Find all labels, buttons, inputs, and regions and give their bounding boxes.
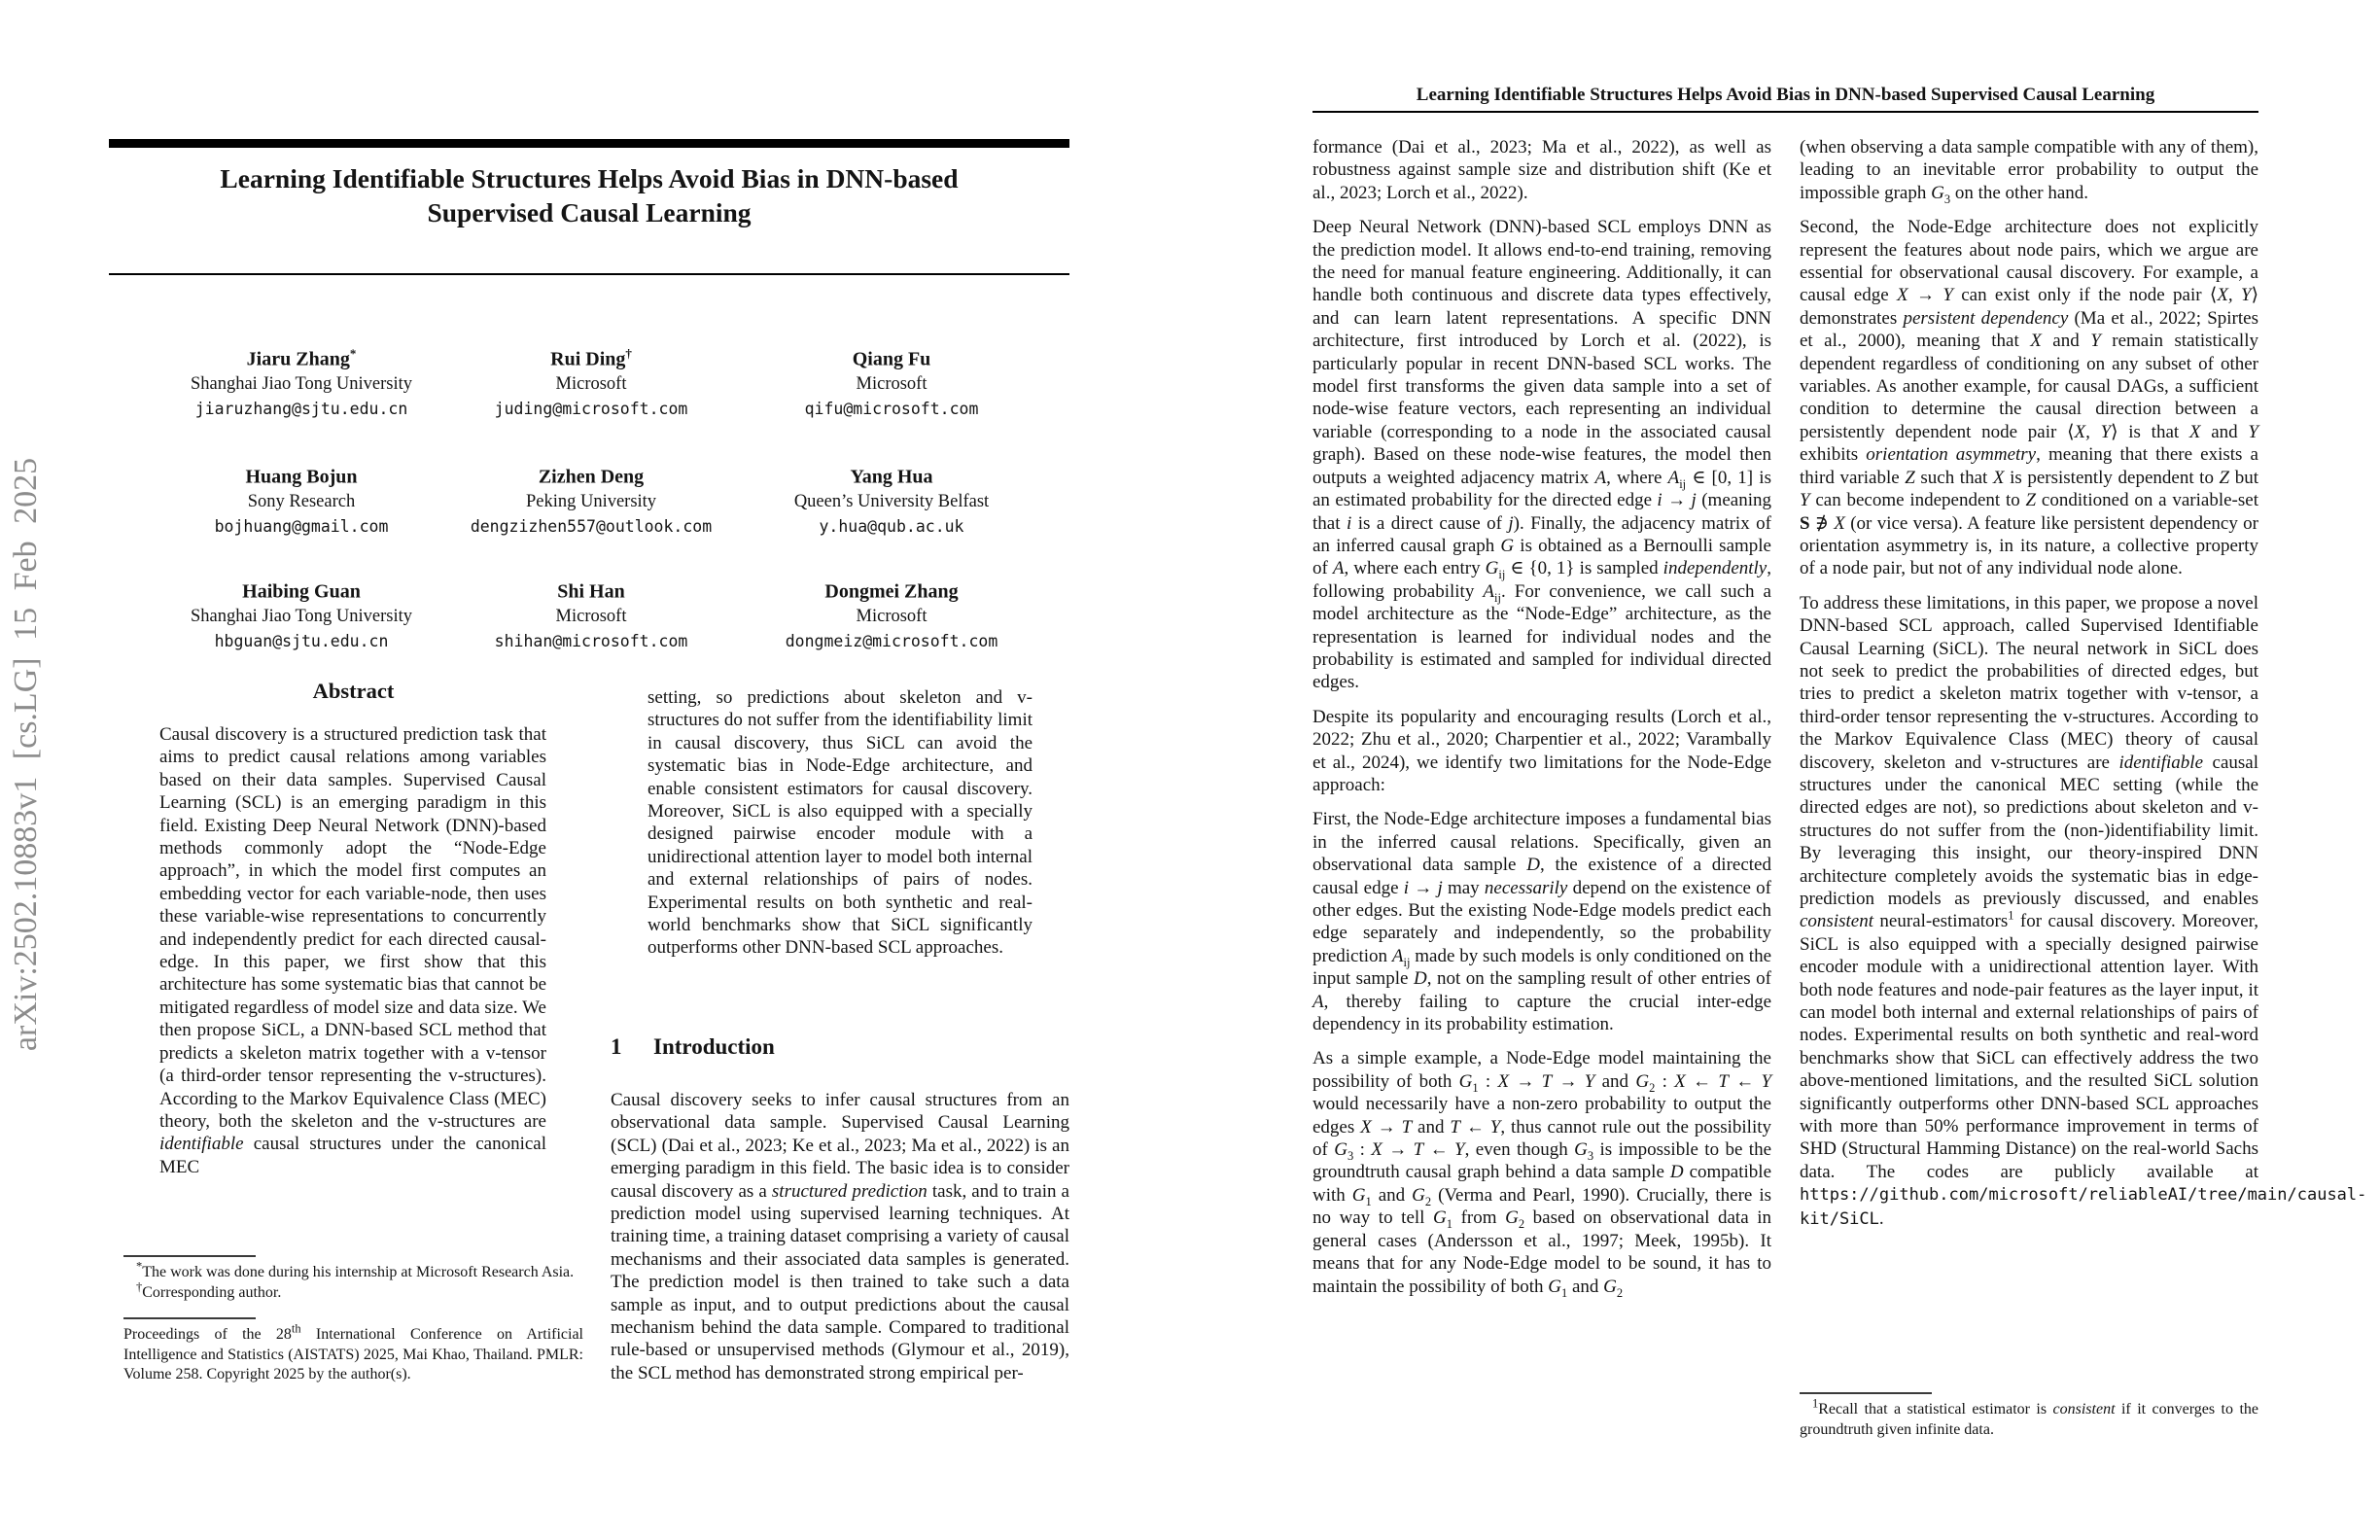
text-run: ←	[1685, 1070, 1719, 1092]
text-run: X	[1992, 467, 2005, 488]
text-run: →	[1382, 1139, 1414, 1161]
author-name-text: Yang Hua	[850, 466, 933, 488]
text-run: →	[1552, 1070, 1585, 1092]
text-run: would necessarily have a non-zero probability to output the edges	[1312, 1094, 1771, 1138]
abstract-heading: Abstract	[312, 679, 395, 703]
author-name	[146, 574, 457, 605]
author-email: dongmeiz@microsoft.com	[785, 631, 998, 650]
body-paragraph	[1800, 136, 2258, 204]
text-run: A	[1483, 580, 1494, 602]
running-title-rule	[1312, 111, 2258, 113]
text-run: identifiable	[2118, 752, 2204, 773]
text-run: X	[1674, 1070, 1686, 1092]
text-run: is a direct cause of	[1351, 512, 1509, 534]
text-run: →	[1662, 490, 1692, 511]
text-run: task, and to train a prediction model using supervised learning techniques. At training time, a training dataset comprising a variety of causal mechanisms and their associated data samples is generated. The prediction model is then trained to take such a data sample as input, and to output predictions about the causal mechanism behind the data sample. Compared to traditional rule-based or unsupervised methods (Glymour et al., 2019), the SCL method has demonstrated strong empirical per-	[611, 1180, 1069, 1383]
text-run: independently	[1662, 558, 1768, 579]
text-run: j	[1437, 877, 1443, 898]
text-run: for causal discovery. Moreover, SiCL is also equipped with a specially designed pairwise encoder module with a unidirectional attention layer. With both node features and node-pair features as the layer input, it can model both internal and external relationships of pairs of nodes. Experimental results on both synthetic and real-word benchmarks show that SiCL can effectively address the two above-mentioned limitations, and the resulted SiCL solution significantly outperforms other DNN-based SCL approaches with more than 50% performance improvement in terms of SHD (Structural Hamming Distance) on the real-world Sachs data. The codes are publicly available at	[1800, 911, 2258, 1182]
text-run: consistent	[2052, 1401, 2116, 1418]
text-run: if it converges to the groundtruth given infinite data.	[1800, 1401, 2258, 1438]
text-run: Second, the Node-Edge architecture does not explicitly represent the features about node pairs, which we argue are essential for observational causal discovery. For example, a causal edge	[1800, 217, 2258, 306]
text-run: , not on the sampling result of other entries of	[1426, 968, 1771, 990]
author-footnote-mark: *	[349, 346, 357, 361]
author-affiliation: Shanghai Jiao Tong University	[190, 373, 413, 394]
body-paragraph	[1312, 1047, 1772, 1300]
text-run: is persistently dependent to	[2004, 467, 2220, 488]
text-run: G	[1351, 1184, 1366, 1206]
text-run: and	[1412, 1116, 1451, 1138]
text-run: is obtained as a Bernoulli sample of	[1312, 535, 1771, 579]
text-run: j	[1691, 490, 1697, 511]
text-run: , thereby failing to capture the crucial inter-edge dependency in its probability estimation.	[1312, 991, 1771, 1035]
text-run: i	[1403, 877, 1410, 898]
text-run: X	[1897, 285, 1908, 306]
body-paragraph	[611, 1089, 1069, 1384]
text-run: 1	[1365, 1194, 1372, 1208]
text-run: ⟩ demonstrates	[1800, 285, 2259, 329]
text-run: :	[1478, 1070, 1498, 1092]
text-run: ∌	[1809, 512, 1835, 534]
text-run: formance (Dai et al., 2023; Ma et al., 2022), as well as robustness against sample size and distribution shift (Ke et al., 2023; Lorch et al., 2022).	[1312, 137, 1771, 203]
text-run: As a simple example, a Node-Edge model maintaining the possibility of both	[1312, 1048, 1771, 1092]
text-run: exhibits	[1800, 444, 1867, 466]
text-run: and	[1594, 1070, 1636, 1092]
author-affiliation: Queen’s University Belfast	[793, 491, 990, 511]
author-block	[146, 574, 457, 653]
page2-left-column	[1312, 136, 1771, 1310]
text-run: X, Y	[2074, 421, 2112, 442]
text-run: and	[1371, 1184, 1413, 1206]
text-run: G	[1458, 1070, 1473, 1092]
footnote-dagger	[123, 1279, 583, 1304]
text-run: 3	[1943, 192, 1951, 206]
text-run: necessarily	[1484, 877, 1568, 898]
author-affiliation: Microsoft	[856, 373, 928, 394]
author-affiliation: Shanghai Jiao Tong University	[190, 606, 413, 626]
author-affiliation: Microsoft	[555, 373, 627, 394]
text-run: G	[1485, 558, 1499, 579]
text-run: , meaning that there exists a third variable	[1800, 444, 2258, 488]
text-run: identifiable	[159, 1134, 244, 1155]
text-run: can exist only if the node pair ⟨	[1952, 285, 2218, 306]
text-run: persistent dependency	[1903, 307, 2069, 329]
text-run: 1	[1472, 1080, 1479, 1095]
text-run: Z	[2219, 467, 2230, 488]
text-run: on the other hand.	[1950, 182, 2089, 203]
text-run: G	[1433, 1208, 1447, 1229]
text-run: (or vice versa). A feature like persistent dependency or orientation asymmetry is, in its nature, a collective property of a node pair, but not of any individual node alone.	[1800, 512, 2258, 579]
text-run: †	[136, 1279, 143, 1294]
text-run: (meaning that	[1312, 490, 1771, 534]
page2-right-column	[1800, 136, 2367, 1438]
page-1	[109, 0, 1069, 1540]
author-name-text: Zizhen Deng	[538, 466, 645, 488]
text-run: X	[2188, 421, 2201, 442]
text-run: G	[1500, 535, 1515, 556]
author-email: jiaruzhang@sjtu.edu.cn	[194, 399, 408, 418]
text-run: depend on the existence of other edges. But the existing Node-Edge models predict each edge separately and independently, so the probability prediction	[1312, 877, 1772, 966]
text-run: , following probability	[1312, 558, 1771, 602]
author-affiliation: Microsoft	[856, 606, 928, 626]
text-run: T	[1401, 1116, 1413, 1138]
text-run: T	[1541, 1070, 1553, 1092]
text-run: and	[1567, 1276, 1604, 1297]
text-run: G	[1548, 1276, 1561, 1297]
text-run: compatible with	[1312, 1162, 1771, 1206]
text-run: International Conference on Artificial Intelligence and Statistics (AISTATS) 2025, Mai Khao, Thailand. PMLR: Volume 258. Copyright 2025 by the author(s).	[123, 1326, 584, 1382]
text-run: Y	[1761, 1070, 1772, 1092]
page1-right-column	[611, 0, 1069, 1540]
author-email: hbguan@sjtu.edu.cn	[214, 631, 389, 650]
text-run: Y	[2090, 331, 2101, 352]
text-run: G	[1412, 1184, 1425, 1206]
text-run: D	[1669, 1162, 1684, 1183]
text-run: X	[2030, 331, 2042, 352]
text-run: X	[1371, 1139, 1382, 1161]
text-run: such that	[1914, 467, 1993, 488]
text-run: ij	[1403, 955, 1411, 969]
text-run: 1	[1560, 1285, 1568, 1300]
text-run: can become independent to	[1809, 490, 2026, 511]
text-run: G	[1505, 1208, 1519, 1229]
text-run: Y	[1942, 285, 1953, 306]
text-run: may	[1442, 877, 1485, 898]
text-run: X	[1834, 512, 1845, 534]
text-run: setting, so predictions about skeleton and v-structures do not suffer from the identifiability limit in causal discovery, thus SiCL can avoid the systematic bias in Node-Edge architecture, and enable consistent estimators for causal discovery. Moreover, SiCL is also equipped with a specially designed pairwise encoder module with a unidirectional attention layer to model both internal and external relationships of pairs of nodes. Experimental results on both synthetic and real-world benchmarks show that SiCL significantly outperforms other DNN-based SCL approaches.	[648, 687, 1032, 959]
author-footnote-mark: †	[625, 346, 632, 361]
text-run: →	[1908, 285, 1943, 306]
text-run: (when observing a data sample compatible with any of them), leading to an inevitable error probability to output the impossible graph	[1800, 137, 2258, 203]
author-name	[146, 459, 457, 490]
text-run: Z	[2025, 490, 2037, 511]
text-run: A	[1312, 991, 1324, 1012]
text-run: S	[1800, 512, 1810, 534]
text-run: Despite its popularity and encouraging results (Lorch et al., 2022; Zhu et al., 2020; Charpentier et al., 2022; Varambally et al., 2024), we identify two limitations for the Node-Edge approach:	[1312, 706, 1771, 795]
text-run: .	[1878, 1208, 1884, 1229]
text-run: (Ma et al., 2022; Spirtes et al., 2000), meaning that	[1800, 307, 2258, 352]
body-paragraph	[1800, 592, 2367, 1231]
text-run: ←	[1728, 1070, 1762, 1092]
text-run: , the existence of a directed causal edge	[1312, 855, 1771, 898]
body-paragraph	[1312, 216, 1771, 694]
author-name-text: Huang Bojun	[245, 466, 358, 488]
text-run: Y	[2248, 421, 2258, 442]
text-run: 1	[2008, 909, 2014, 924]
author-email: y.hua@qub.ac.uk	[819, 516, 964, 536]
text-run: consistent	[1800, 911, 1873, 932]
text-run: A	[1667, 467, 1680, 488]
author-name-text: Rui Ding	[550, 348, 626, 370]
text-run: 2	[1424, 1194, 1432, 1208]
text-run: G	[1635, 1070, 1650, 1092]
footnote-star	[123, 1259, 583, 1283]
text-run: ). Finally, the adjacency matrix of an inferred causal graph	[1312, 512, 1771, 556]
text-run: To address these limitations, in this paper, we propose a novel DNN-based SCL approach, called Supervised Identifiable Causal Learning (SiCL). The neural network in SiCL does not seek to predict the probabilities of directed edges, but tries to predict a skeleton matrix together with v-tensor, a third-order tensor representing the v-structures. According to the Markov Equivalence Class (MEC) theory of causal discovery, skeleton and v-structures are	[1800, 592, 2258, 773]
author-name	[146, 341, 457, 372]
text-run: →	[1409, 877, 1438, 898]
text-run: :	[1353, 1139, 1372, 1161]
text-run: First, the Node-Edge architecture imposes a fundamental bias in the inferred causal relations. Specifically, given an observational data sample	[1312, 809, 1771, 876]
text-run: ←	[1459, 1116, 1490, 1138]
author-block	[146, 341, 457, 421]
author-email: qifu@microsoft.com	[804, 399, 979, 418]
link-url[interactable]: https://github.com/microsoft/reliableAI/tree/main/causal-kit/SiCL	[1800, 1185, 2367, 1229]
text-run: →	[1509, 1070, 1542, 1092]
section-number: 1	[611, 1034, 622, 1059]
proceedings-note	[123, 1321, 584, 1385]
page2-footnotes	[1800, 1392, 2258, 1440]
body-paragraph	[1800, 216, 2258, 580]
page-2	[1312, 0, 2367, 1540]
text-run: causal structures under the canonical MEC	[159, 1134, 546, 1177]
author-affiliation: Peking University	[525, 491, 657, 511]
text-run: . For convenience, we call such a model architecture as the “Node-Edge” architecture, as the representation is learned for individual nodes and the probability is estimated and sampled for individual directed edges.	[1312, 580, 1771, 693]
text-run: i	[1346, 512, 1352, 534]
text-run: X	[1360, 1116, 1372, 1138]
author-name-text: Dongmei Zhang	[824, 580, 959, 603]
text-run: , thus cannot rule out the possibility of	[1312, 1116, 1772, 1161]
page1-left-column	[123, 671, 583, 1540]
text-run: A	[1332, 558, 1345, 579]
text-run: Recall that a statistical estimator is	[1818, 1401, 2053, 1418]
text-run: G	[1931, 182, 1944, 203]
text-run: Y	[1489, 1116, 1501, 1138]
proceedings-rule	[123, 1317, 256, 1319]
paper-title-line1: Learning Identifiable Structures Helps Avoid Bias in DNN-based	[220, 163, 959, 193]
body-paragraph	[1312, 136, 1771, 204]
text-run: from	[1452, 1208, 1506, 1229]
section-title: Introduction	[653, 1034, 775, 1059]
running-title: Learning Identifiable Structures Helps Avoid Bias in DNN-based Supervised Causal Learning	[1416, 85, 2155, 105]
text-run: T	[1450, 1116, 1460, 1138]
text-run: , even though	[1464, 1139, 1575, 1161]
author-affiliation: Microsoft	[555, 606, 627, 626]
text-run: Deep Neural Network (DNN)-based SCL employs DNN as the prediction model. It allows end-to-end training, removing the need for manual feature engineering. Additionally, it can handle both continuous and discrete data types effectively, and can learn latent representations. A specific DNN architecture, first introduced by Lorch et al. (2022), is particularly popular in recent DNN-based SCL works. The model first transforms the given data sample into a set of node-wise feature vectors, each representing an individual variable (corresponding to a node in the associated causal graph). Based on these node-wise features, the model then outputs a weighted adjacency matrix	[1312, 217, 1771, 488]
text-run: 2	[1518, 1217, 1525, 1232]
text-run: but	[2229, 467, 2258, 488]
body-paragraph	[1312, 706, 1771, 797]
text-run: Causal discovery is a structured prediction task that aims to predict causal relations among variables based on their data samples. Supervised Causal Learning (SCL) is an emerging paradigm in this field. Existing Deep Neural Network (DNN)-based methods commonly adopt the “Node-Edge approach”, in which the model first computes an embedding vector for each variable-node, then uses these variable-wise representations to concurrently and independently predict for each directed causal-edge. In this paper, we first show that this architecture has some systematic bias that cannot be mitigated regardless of model size and data size. We then propose SiCL, a DNN-based SCL method that predicts a skeleton matrix together with a v-tensor (a third-order tensor representing the v-structures). According to the Markov Equivalence Class (MEC) theory, both the skeleton and the v-structures are	[159, 724, 546, 1132]
author-email: bojhuang@gmail.com	[214, 516, 389, 536]
text-run: ij	[1498, 568, 1506, 582]
footnote-rule	[1800, 1392, 1932, 1394]
text-run: 2	[1649, 1080, 1656, 1095]
author-email: shihan@microsoft.com	[494, 631, 688, 650]
text-run: ⟩ is that	[2111, 421, 2189, 442]
text-run: A	[1391, 945, 1404, 966]
text-run: A	[1594, 467, 1607, 488]
text-run: T	[1718, 1070, 1729, 1092]
text-run: based on observational data in general cases (Andersson et al., 1997; Meek, 1995b). It means that for any Node-Edge model to be sound, it has to maintain the possibility of both	[1312, 1208, 1772, 1297]
text-run: D	[1526, 855, 1540, 876]
author-email: juding@microsoft.com	[494, 399, 688, 418]
text-run: made by such models is only conditioned on the input sample	[1312, 945, 1771, 990]
text-run: j	[1508, 512, 1514, 534]
text-run: 3	[1587, 1148, 1594, 1163]
author-name-text: Shi Han	[557, 580, 625, 603]
text-run: i	[1657, 490, 1662, 511]
text-run: orientation asymmetry	[1866, 444, 2037, 466]
text-run: X, Y	[2217, 285, 2252, 306]
author-name-text: Haibing Guan	[242, 580, 361, 603]
text-run: ←	[1423, 1139, 1455, 1161]
text-run: causal structures under the canonical MEC setting (while the directed edges are not), so predictions about skeleton and v-structures do not suffer from the (non-)identifiability limit. By leveraging this insight, our theory-inspired DNN architecture completely avoids the systematic bias in edge-prediction models as previously discussed, and enables	[1800, 752, 2258, 909]
text-run: th	[291, 1321, 301, 1336]
text-run: The work was done during his internship at Microsoft Research Asia.	[142, 1264, 575, 1280]
text-run: Causal discovery seeks to infer causal structures from an observational data sample. Supervised Causal Learning (SCL) (Dai et al., 2023; Ke et al., 2023; Ma et al., 2022) is an emerging paradigm in this field. The basic idea is to consider causal discovery as a	[611, 1090, 1069, 1202]
author-name-text: Qiang Fu	[852, 348, 931, 370]
text-run: and	[2200, 421, 2249, 442]
author-email: dengzizhen557@outlook.com	[470, 516, 713, 536]
text-run: 1	[1812, 1396, 1819, 1411]
text-run: 1	[1446, 1217, 1452, 1232]
text-run: X	[1497, 1070, 1510, 1092]
paper-title-line2: Supervised Causal Learning	[427, 197, 752, 228]
text-run: G	[1574, 1139, 1588, 1161]
text-run: is impossible to be the groundtruth causal graph behind a data sample	[1312, 1139, 1772, 1183]
text-run: remain statistically dependent regardless of conditioning on any subset of other variables. As another example, for causal DAGs, a sufficient condition to determine the causal direction between a persistently dependent node pair ⟨	[1800, 331, 2258, 442]
text-run: and	[2041, 331, 2091, 352]
text-run: conditioned on a variable-set	[2036, 490, 2258, 511]
footnote-1	[1800, 1396, 2258, 1440]
text-run: ∈ [0, 1] is an estimated probability for the directed edge	[1312, 467, 1771, 511]
text-run: ∈ {0, 1} is sampled	[1505, 558, 1663, 579]
text-run: 3	[1347, 1148, 1354, 1163]
text-run: :	[1655, 1070, 1675, 1092]
text-run: →	[1371, 1116, 1402, 1138]
text-run: D	[1413, 968, 1427, 990]
author-affiliation: Sony Research	[247, 491, 356, 511]
text-run: Z	[1905, 467, 1915, 488]
text-run: Corresponding author.	[142, 1283, 282, 1301]
text-run: ij	[1494, 590, 1501, 605]
author-block	[146, 459, 457, 539]
page1-footnotes	[123, 1255, 583, 1385]
section-heading-introduction	[611, 1034, 775, 1060]
text-run: ij	[1679, 476, 1687, 491]
body-paragraph	[1312, 808, 1771, 1035]
text-run: *	[136, 1259, 143, 1274]
text-run: , where	[1606, 467, 1668, 488]
text-run: G	[1334, 1139, 1348, 1161]
text-run: Y	[1454, 1139, 1465, 1161]
abstract-paragraph	[159, 723, 546, 1178]
text-run: neural-estimators	[1873, 911, 2009, 932]
text-run: (Verma and Pearl, 1990). Crucially, there is no way to tell	[1312, 1184, 1772, 1229]
text-run: Y	[1584, 1070, 1595, 1092]
abstract-continuation	[648, 686, 1032, 960]
text-run: structured prediction	[771, 1180, 928, 1202]
author-name-text: Jiaru Zhang	[246, 348, 350, 370]
text-run: G	[1603, 1276, 1617, 1297]
arxiv-watermark: arXiv:2502.10883v1 [cs.LG] 15 Feb 2025	[8, 457, 44, 1052]
text-run: , where each entry	[1344, 558, 1486, 579]
introduction-text	[611, 1089, 1069, 1396]
text-run: Proceedings of the 28	[123, 1326, 292, 1343]
text-run: Y	[1800, 490, 1810, 511]
footnote-rule	[123, 1255, 256, 1257]
text-run: 2	[1616, 1285, 1624, 1300]
text-run: T	[1413, 1139, 1424, 1161]
